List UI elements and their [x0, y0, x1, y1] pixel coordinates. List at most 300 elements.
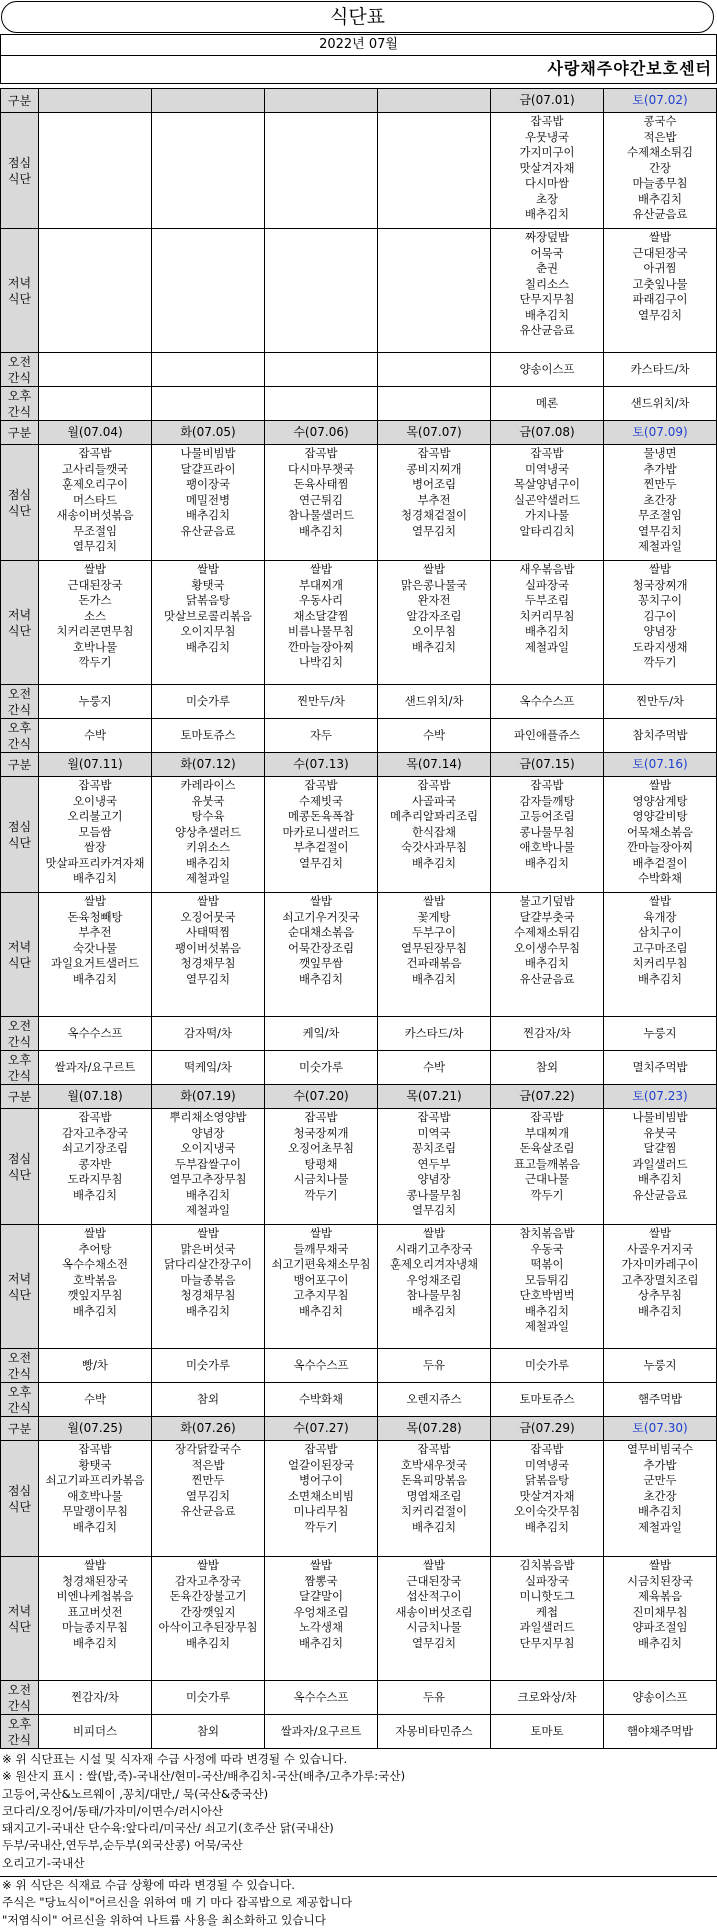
menu-item: 소스 [83, 608, 106, 623]
menu-item: 훈제오리겨자냉채 [389, 1257, 479, 1271]
menu-item: 근대나물 [524, 1172, 569, 1186]
meal-table [0, 88, 717, 1749]
week-header-row [1, 421, 717, 445]
snack-cell: 크로와상/차 [491, 1681, 604, 1715]
snack-cell: 옥수수스프 [265, 1349, 378, 1383]
menu-item: 콩자반 [78, 1156, 112, 1171]
row-label-text: 구분 [7, 1089, 32, 1104]
row-label [1, 229, 39, 353]
menu-item: 찐만두 [643, 477, 677, 491]
menu-item: 콩나물무침 [406, 1187, 462, 1202]
menu-item: 마늘종볶음 [180, 1272, 236, 1287]
menu-item: 쇠고기장조림 [61, 1141, 129, 1155]
menu-item: 치커리겉절이 [400, 1504, 468, 1518]
menu-item: 들깨무채국 [293, 1241, 349, 1256]
menu-item: 쌀밥 [648, 562, 671, 576]
menu-item: 쌀밥 [196, 894, 219, 908]
day-header: 토(07.23) [604, 1085, 717, 1109]
lunch-cell [152, 777, 265, 893]
menu-item: 잡곡밥 [78, 1110, 112, 1124]
snack_am-row [1, 685, 717, 719]
menu-item: 실파장국 [524, 1573, 569, 1588]
snack-cell: 수박 [39, 719, 152, 753]
dinner-cell [604, 561, 717, 685]
menu-item: 부추전 [78, 925, 112, 939]
menu-item: 두부조림 [524, 593, 569, 607]
menu-item: 새우볶음밥 [519, 562, 575, 576]
menu-item: 배추김치 [524, 207, 569, 221]
dinner-cell [39, 229, 152, 353]
note-line: 오리고기-국내산 [2, 1855, 85, 1870]
row-label-text: 식단 [7, 1620, 32, 1634]
menu-item: 돈가스 [78, 593, 112, 607]
menu-item: 마카로니샐러드 [282, 824, 360, 839]
menu-item: 깍두기 [530, 1187, 564, 1202]
menu-item: 마늘종지무침 [61, 1620, 129, 1634]
dinner-cell [265, 1225, 378, 1349]
menu-item: 우엉채조림 [293, 1604, 349, 1619]
dinner-cell [39, 1225, 152, 1349]
menu-item: 수제채소튀김 [626, 145, 694, 159]
menu-item: 장각닭칼국수 [174, 1442, 242, 1456]
lunch-cell [378, 113, 491, 229]
menu-item: 순대채소볶음 [287, 925, 355, 939]
menu-item: 쌀밥 [83, 1558, 106, 1572]
menu-item: 고춧잎나물 [632, 276, 688, 291]
menu-item: 참나물샐러드 [287, 508, 355, 522]
menu-item: 김치볶음밥 [519, 1558, 575, 1572]
menu-item: 열무김치 [72, 539, 117, 553]
menu-item: 미니핫도그 [519, 1589, 575, 1603]
menu-item: 배추김치 [524, 956, 569, 970]
menu-item: 배추김치 [524, 855, 569, 870]
menu-item: 수박화채 [637, 871, 682, 885]
menu-item: 애호박나물 [519, 840, 575, 854]
menu-item: 참나물무침 [406, 1288, 462, 1302]
dinner-cell [491, 561, 604, 685]
row-label-text: 점심 [7, 156, 32, 170]
menu-item: 달걀프라이 [180, 461, 236, 476]
menu-item: 팽이버섯볶음 [174, 940, 242, 955]
menu-item: 배추김치 [637, 971, 682, 986]
snack-cell: 떡케잌/차 [152, 1051, 265, 1085]
snack-cell: 찐만두/차 [604, 685, 717, 719]
snack-cell: 햄야채주먹밥 [604, 1715, 717, 1749]
menu-item: 완자전 [417, 593, 451, 607]
row-label-text: 구분 [7, 757, 32, 772]
menu-item: 과일샐러드 [632, 1156, 688, 1171]
menu-item: 돈육청빼탕 [67, 909, 123, 924]
menu-item: 잡곡밥 [304, 1442, 338, 1456]
row-label [1, 89, 39, 113]
snack-cell: 샌드위치/차 [604, 387, 717, 421]
menu-item: 잡곡밥 [78, 778, 112, 792]
snack_am-row [1, 353, 717, 387]
snack-cell: 감자떡/차 [152, 1017, 265, 1051]
row-label-text: 점심 [7, 488, 32, 502]
lunch-row [1, 1109, 717, 1225]
day-header [152, 89, 265, 113]
menu-item: 닭다리살간장구이 [163, 1257, 253, 1271]
lunch-cell [265, 113, 378, 229]
row-label-text: 식단 [7, 1288, 32, 1302]
menu-item: 돈육피망볶음 [400, 1473, 468, 1487]
menu-item: 열무김치 [637, 307, 682, 322]
dinner-cell [152, 1225, 265, 1349]
menu-item: 유산균음료 [180, 1504, 236, 1518]
menu-item: 배추김치 [185, 855, 230, 870]
menu-item: 청국장찌개 [632, 577, 688, 592]
row-label-text: 간식 [7, 703, 32, 717]
row-label-text: 구분 [7, 425, 32, 440]
menu-item: 초장 [535, 191, 558, 206]
row-label-text: 간식 [7, 371, 32, 385]
dinner-cell [39, 893, 152, 1017]
menu-item: 아귀찜 [643, 261, 677, 275]
menu-item: 시금치된장국 [626, 1573, 694, 1588]
menu-item: 추가밥 [643, 1457, 677, 1472]
menu-item: 키위소스 [185, 840, 230, 854]
dinner-row [1, 561, 717, 685]
snack-cell: 누룽지 [39, 685, 152, 719]
menu-item: 깍두기 [78, 655, 112, 669]
row-label-text: 저녁 [7, 608, 32, 622]
menu-item: 수제채소튀김 [513, 925, 581, 939]
day-header: 수(07.06) [265, 421, 378, 445]
menu-item: 꽁치조림 [411, 1141, 456, 1155]
snack-cell: 누룽지 [604, 1017, 717, 1051]
row-label [1, 1225, 39, 1349]
menu-item: 깻잎무쌈 [298, 956, 343, 970]
menu-item: 제철과일 [524, 639, 569, 654]
day-header: 수(07.20) [265, 1085, 378, 1109]
row-label-text: 저녁 [7, 1272, 32, 1286]
menu-item: 배추김치 [185, 1635, 230, 1650]
row-label-text: 식단 [7, 292, 32, 306]
row-label [1, 893, 39, 1017]
dinner-cell [265, 893, 378, 1017]
menu-item: 가지미구이 [519, 145, 575, 159]
snack-cell: 찐감자/차 [491, 1017, 604, 1051]
menu-item: 오이지무침 [180, 624, 236, 638]
menu-item: 잡곡밥 [417, 1442, 451, 1456]
snack-cell: 토마토쥬스 [152, 719, 265, 753]
menu-item: 잡곡밥 [417, 1110, 451, 1124]
menu-item: 가지나물 [524, 508, 569, 522]
lunch-row [1, 445, 717, 561]
menu-item: 제육볶음 [637, 1589, 682, 1603]
lunch-cell [604, 445, 717, 561]
menu-item: 군만두 [643, 1473, 677, 1487]
menu-item: 메밀전병 [185, 492, 230, 507]
row-label [1, 1715, 39, 1749]
menu-item: 배추김치 [637, 1303, 682, 1318]
menu-item: 깐마늘장아찌 [287, 639, 355, 654]
menu-item: 배추김치 [524, 1303, 569, 1318]
menu-item: 과일요거트샐러드 [50, 956, 140, 970]
snack-cell: 수박화채 [265, 1383, 378, 1417]
menu-item: 부추겉절이 [293, 840, 349, 854]
snack-cell: 쌀과자/요구르트 [265, 1715, 378, 1749]
menu-item: 열무비빔국수 [626, 1442, 694, 1456]
row-label [1, 753, 39, 777]
dinner-cell [378, 893, 491, 1017]
menu-item: 달걀찜 [643, 1141, 677, 1155]
snack-cell: 양송이스프 [491, 353, 604, 387]
lunch-cell [39, 445, 152, 561]
menu-item: 짜장덮밥 [524, 230, 569, 244]
menu-item: 알감자조림 [406, 608, 462, 623]
menu-item: 초간장 [643, 492, 677, 507]
row-label-text: 구분 [7, 1421, 32, 1436]
day-header: 수(07.13) [265, 753, 378, 777]
snack-cell: 토마토 [491, 1715, 604, 1749]
day-header: 수(07.27) [265, 1417, 378, 1441]
row-label [1, 561, 39, 685]
menu-item: 고사리들깻국 [61, 461, 129, 476]
dinner-cell [265, 561, 378, 685]
row-label [1, 1681, 39, 1715]
menu-item: 잡곡밥 [304, 778, 338, 792]
menu-item: 진미채무침 [632, 1604, 688, 1619]
snack-cell: 참외 [491, 1051, 604, 1085]
footer-line: 주식은 "당뇨식이"어르신을 위하여 매 기 마다 잡곡밥으로 제공합니다 [2, 1895, 353, 1910]
lunch-cell [152, 1109, 265, 1225]
week-header-row [1, 89, 717, 113]
snack-cell: 샌드위치/차 [378, 685, 491, 719]
lunch-cell [491, 1109, 604, 1225]
dinner-cell [378, 561, 491, 685]
menu-item: 고등어조림 [519, 809, 575, 823]
menu-item: 병어조림 [411, 477, 456, 491]
menu-item: 단호박범벅 [519, 1288, 575, 1302]
note-line: ※ 원산지 표시 : 쌀(밥,죽)-국내산/현미-국산/배추김치-국산(배추/고추가루:국산) [2, 1769, 406, 1784]
menu-item: 유산균음료 [632, 1187, 688, 1202]
lunch-cell [39, 113, 152, 229]
snack-cell [39, 387, 152, 421]
menu-item: 배추김치 [298, 971, 343, 986]
dinner-cell [265, 1557, 378, 1681]
menu-item: 콩국수 [643, 114, 677, 128]
row-label [1, 777, 39, 893]
menu-item: 쌀밥 [196, 562, 219, 576]
menu-item: 쌀밥 [422, 1558, 445, 1572]
menu-item: 고추장멸치조림 [621, 1272, 699, 1287]
menu-item: 쌀밥 [83, 562, 106, 576]
row-label-text: 오후 [7, 1717, 32, 1731]
row-label [1, 445, 39, 561]
menu-item: 오이생수무침 [513, 940, 581, 955]
snack-cell: 찐감자/차 [39, 1681, 152, 1715]
menu-item: 제철과일 [185, 871, 230, 885]
menu-item: 배추김치 [185, 639, 230, 654]
lunch-cell [265, 777, 378, 893]
menu-item: 메추리알꽈리조림 [389, 809, 479, 823]
menu-item: 유붓국 [191, 793, 225, 808]
row-label [1, 113, 39, 229]
menu-item: 어묵간장조림 [287, 940, 355, 955]
lunch-cell [152, 113, 265, 229]
dinner-cell [152, 1557, 265, 1681]
menu-item: 잡곡밥 [530, 1442, 564, 1456]
menu-item: 유산균음료 [632, 207, 688, 221]
row-label-text: 간식 [7, 1733, 32, 1747]
lunch-cell [604, 113, 717, 229]
row-label-text: 간식 [7, 1401, 32, 1415]
snack-cell: 자두 [265, 719, 378, 753]
dinner-cell [152, 229, 265, 353]
menu-item: 맑은콩나물국 [400, 577, 468, 592]
snack-cell: 양송이스프 [604, 1681, 717, 1715]
menu-item: 배추김치 [298, 1303, 343, 1318]
row-label [1, 353, 39, 387]
snack-cell [265, 353, 378, 387]
snack-cell: 케잌/차 [265, 1017, 378, 1051]
menu-item: 치커리콘면무침 [56, 624, 134, 638]
menu-item: 실파장국 [524, 577, 569, 592]
menu-item: 양파조절임 [632, 1620, 688, 1634]
menu-item: 열무김치 [411, 1635, 456, 1650]
day-header: 화(07.26) [152, 1417, 265, 1441]
menu-item: 배추김치 [411, 971, 456, 986]
menu-item: 열무된장무침 [400, 940, 468, 955]
dinner-cell [378, 229, 491, 353]
menu-item: 육개장 [643, 909, 677, 924]
menu-item: 추어탕 [78, 1241, 112, 1256]
notes [0, 1751, 717, 1872]
dinner-cell [491, 893, 604, 1017]
menu-item: 무조절임 [72, 523, 117, 538]
day-header: 월(07.11) [39, 753, 152, 777]
menu-item: 청경채겉절이 [400, 508, 468, 522]
menu-item: 추가밥 [643, 461, 677, 476]
menu-item: 명엽채조림 [406, 1488, 462, 1503]
menu-item: 영양삼계탕 [632, 793, 688, 808]
menu-item: 배추김치 [72, 1303, 117, 1318]
menu-item: 새송이버섯조림 [395, 1604, 473, 1619]
menu-item: 상추무침 [637, 1288, 682, 1302]
menu-item: 호박나물 [72, 639, 117, 654]
snack_pm-row [1, 1383, 717, 1417]
menu-item: 물냉면 [643, 446, 677, 460]
menu-item: 맛살겨자채 [519, 160, 575, 175]
menu-item: 감자들깨탕 [519, 793, 575, 808]
snack_am-row [1, 1681, 717, 1715]
lunch-cell [491, 445, 604, 561]
lunch-row [1, 113, 717, 229]
menu-item: 사태떡찜 [185, 925, 230, 939]
snack-cell: 파인애플쥬스 [491, 719, 604, 753]
snack-cell: 수박 [39, 1383, 152, 1417]
snack-cell: 미숫가루 [152, 685, 265, 719]
day-header: 화(07.12) [152, 753, 265, 777]
snack-cell: 멸치주먹밥 [604, 1051, 717, 1085]
menu-item: 두부구이 [411, 925, 456, 939]
menu-item: 쇠고기파프리카볶음 [45, 1473, 145, 1487]
snack-cell: 미숫가루 [491, 1349, 604, 1383]
menu-item: 제철과일 [637, 1519, 682, 1534]
snack_am-row [1, 1017, 717, 1051]
lunch-cell [265, 445, 378, 561]
menu-item: 표고버섯전 [67, 1604, 123, 1619]
lunch-cell [152, 445, 265, 561]
menu-item: 배추김치 [72, 1187, 117, 1202]
menu-item: 김구이 [643, 608, 677, 623]
menu-item: 간장깻잎지 [180, 1604, 236, 1619]
menu-item: 쌀밥 [309, 1226, 332, 1240]
menu-item: 도라지무침 [67, 1172, 123, 1186]
dinner-cell [39, 561, 152, 685]
menu-item: 잡곡밥 [530, 114, 564, 128]
menu-item: 제철과일 [185, 1203, 230, 1217]
menu-item: 감자고추장국 [174, 1573, 242, 1588]
day-header [378, 89, 491, 113]
menu-item: 쌀밥 [196, 1558, 219, 1572]
row-label-text: 간식 [7, 1069, 32, 1083]
week-header-row [1, 1417, 717, 1441]
menu-item: 청경채된장국 [61, 1573, 129, 1588]
row-label-text: 저녁 [7, 940, 32, 954]
menu-item: 시금치나물 [293, 1172, 349, 1186]
menu-item: 시래기고추장국 [395, 1241, 473, 1256]
snack-cell [378, 353, 491, 387]
menu-item: 근대된장국 [406, 1573, 462, 1588]
menu-item: 제철과일 [524, 1319, 569, 1333]
menu-item: 미역국 [417, 1125, 451, 1140]
menu-item: 모듬튀김 [524, 1272, 569, 1287]
menu-item: 연두부 [417, 1156, 451, 1171]
row-label [1, 387, 39, 421]
row-label-text: 저녁 [7, 1604, 32, 1618]
menu-item: 목살양념구이 [513, 477, 581, 491]
menu-item: 달걀말이 [298, 1589, 343, 1603]
menu-item: 잡곡밥 [304, 1110, 338, 1124]
row-label-text: 간식 [7, 1699, 32, 1713]
row-label [1, 1417, 39, 1441]
menu-item: 간장 [648, 160, 671, 175]
menu-item: 맑은버섯국 [180, 1241, 236, 1256]
note-line: 돼지고기-국내산 단수육:앞다리/미국산/ 쇠고기(호주산 닭(국내산) [2, 1821, 334, 1836]
snack-cell: 두유 [378, 1349, 491, 1383]
row-label-text: 오전 [7, 355, 32, 369]
row-label-text: 식단 [7, 172, 32, 186]
day-header: 금(07.01) [491, 89, 604, 113]
snack-cell: 쌀과자/요구르트 [39, 1051, 152, 1085]
menu-item: 배추김치 [524, 624, 569, 638]
menu-item: 시금치나물 [406, 1620, 462, 1634]
menu-item: 노각생채 [298, 1620, 343, 1634]
row-label-text: 식단 [7, 836, 32, 850]
menu-item: 두부잡쌀구이 [174, 1156, 242, 1171]
menu-item: 양념장 [191, 1125, 225, 1140]
snack-cell: 오렌지쥬스 [378, 1383, 491, 1417]
dinner-cell [604, 229, 717, 353]
menu-item: 배추김치 [185, 1187, 230, 1202]
lunch-cell [491, 777, 604, 893]
dinner-cell [39, 1557, 152, 1681]
menu-item: 배추김치 [411, 1519, 456, 1534]
menu-item: 도라지생채 [632, 639, 688, 654]
menu-item: 돈육간장불고기 [169, 1589, 247, 1603]
snack-cell: 미숫가루 [152, 1349, 265, 1383]
row-label-text: 간식 [7, 1035, 32, 1049]
snack-cell: 옥수수스프 [265, 1681, 378, 1715]
menu-item: 부대찌개 [524, 1125, 569, 1140]
footer-line: "저염식이" 어르신을 위하여 나트륨 사용을 최소화하고 있습니다 [2, 1912, 326, 1927]
menu-item: 열무김치 [411, 523, 456, 538]
dinner-cell [378, 1557, 491, 1681]
snack-cell: 카스타드/차 [378, 1017, 491, 1051]
